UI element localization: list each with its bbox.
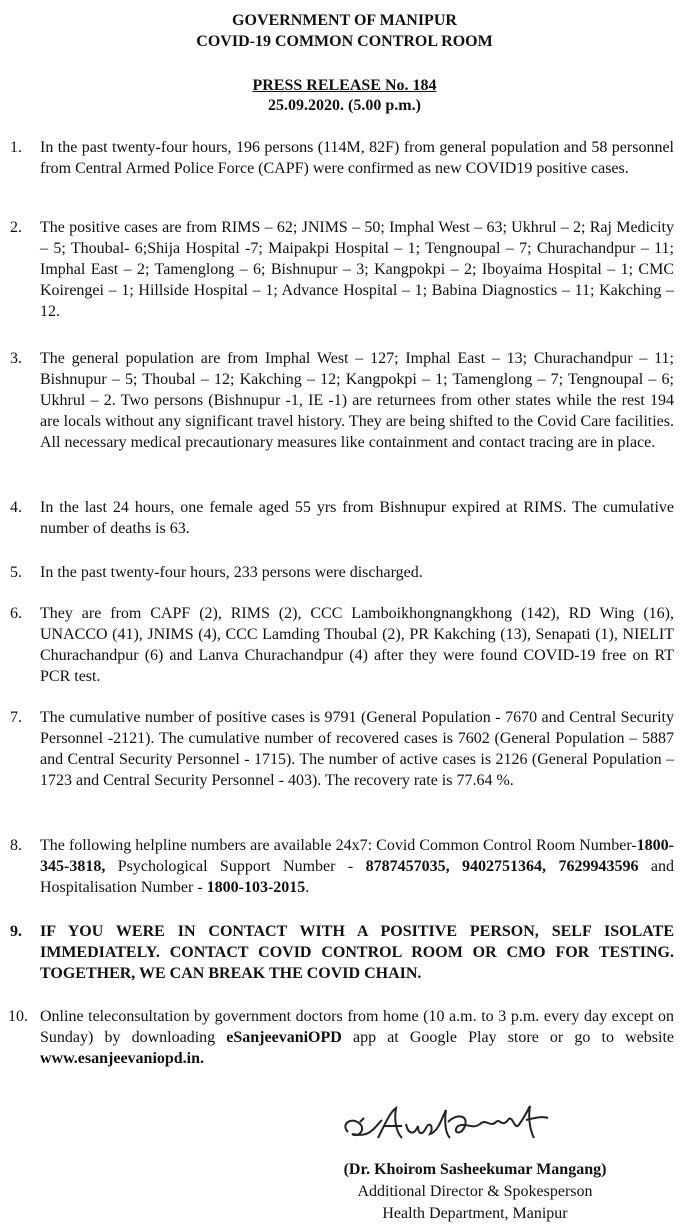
signer-title: Additional Director & Spokesperson <box>357 1183 593 1200</box>
item-number: 4. <box>10 499 22 516</box>
release-date: 25.09.2020. (5.00 p.m.) <box>268 97 421 114</box>
helpline-text: Psychological Support Number - <box>105 858 366 875</box>
item-text: The positive cases are from RIMS – 62; JNIMS – 50; Imphal West – 63; Ukhrul – 2; Raj Medicity – 5; Thoubal- 6;Shija Hospital -7; Maipakpi Hospital – 1; Tengnoupal – 7; Churachandpur – 11; Imphal East – 2; Tamenglong – 6; Bishnupur – 3; Kangpokpi – 2; Iboyaima Hospital – 1; CMC Koirengei – 1; Hillside Hospital – 1; Advance Hospital – 1; Babina Diagnostics – 11; Kakching – 12. <box>40 219 674 320</box>
item-number: 1. <box>10 139 22 156</box>
helpline-text: . <box>305 879 310 896</box>
item-number: 5. <box>10 564 22 581</box>
item-text: IF YOU WERE IN CONTACT WITH A POSITIVE PERSON, SELF ISOLATE IMMEDIATELY. CONTACT COVID CONTROL ROOM OR CMO FOR TESTING. TOGETHER, WE CAN BREAK THE COVID CHAIN. <box>40 923 674 982</box>
item-text: In the past twenty-four hours, 233 persons were discharged. <box>40 564 423 581</box>
item-text: The general population are from Imphal West – 127; Imphal East – 13; Churachandpur – 11; Bishnupur – 5; Thoubal – 12; Kakching – 12; Kangpokpi – 1; Tamenglong – 7; Tengnoupal – 6; Ukhrul – 2. Two persons (Bishnupur -1, IE -1) are returnees from other states while the rest 194 are locals without any significant travel history. They are being shifted to the Covid Care facilities. All necessary medical precautionary measures like containment and contact tracing are in place. <box>40 350 674 451</box>
item-text <box>40 1006 674 1069</box>
website-url: www.esanjeevaniopd.in. <box>40 1050 205 1067</box>
psychological-support-numbers: 8787457035, 9402751364, 7629943596 <box>365 858 639 875</box>
signer-department: Health Department, Manipur <box>382 1205 568 1222</box>
release-heading <box>0 76 689 116</box>
teleconsult-text: app at Google Play store or go to website <box>341 1029 674 1046</box>
teleconsult-text: Online teleconsultation by government doctors from home (10 a.m. to 3 p.m. every day except on Sunday) by downloading <box>40 1008 674 1046</box>
signer-block <box>290 1159 660 1225</box>
signer-name: (Dr. Khoirom Sasheekumar Mangang) <box>343 1161 607 1178</box>
item-number: 8. <box>10 837 22 854</box>
item-text: In the last 24 hours, one female aged 55 yrs from Bishnupur expired at RIMS. The cumulative number of deaths is 63. <box>40 499 674 537</box>
app-name: eSanjeevaniOPD <box>226 1029 342 1046</box>
item-number: 2. <box>10 219 22 236</box>
item-number: 6. <box>10 605 22 622</box>
document-header <box>0 10 689 52</box>
item-text: The cumulative number of positive cases is 9791 (General Population - 7670 and Central Security Personnel -2121). The cumulative number of recovered cases is 7602 (General Population – 5887 and Central Security Personnel - 1715). The number of active cases is 2126 (General Population – 1723 and Central Security Personnel - 403). The recovery rate is 77.64 %. <box>40 709 674 789</box>
item-number: 9. <box>10 923 22 940</box>
header-control-room: COVID-19 COMMON CONTROL ROOM <box>196 33 493 50</box>
helpline-text: The following helpline numbers are available 24x7: Covid Common Control Room Number- <box>40 837 637 854</box>
item-number: 7. <box>10 709 22 726</box>
hospitalisation-number: 1800-103-2015 <box>206 879 306 896</box>
header-government: GOVERNMENT OF MANIPUR <box>232 12 457 29</box>
signature-image <box>330 1098 560 1158</box>
item-text <box>40 835 674 898</box>
helpline-text: and Hospitalisation Number - <box>40 858 674 896</box>
item-number: 10. <box>8 1008 28 1025</box>
item-text: They are from CAPF (2), RIMS (2), CCC Lamboikhongnangkhong (142), RD Wing (16), UNACCO (41), JNIMS (4), CCC Lamding Thoubal (2), PR Kakching (13), Senapati (1), NIELIT Churachandpur (6) and Lanva Churachandpur (4) after they were found COVID-19 free on RT PCR test. <box>40 605 674 685</box>
item-number: 3. <box>10 350 22 367</box>
control-room-number: 1800-345-3818, <box>40 837 674 875</box>
item-text: In the past twenty-four hours, 196 persons (114M, 82F) from general population and 58 personnel from Central Armed Police Force (CAPF) were confirmed as new COVID19 positive cases. <box>40 139 674 177</box>
release-title: PRESS RELEASE No. 184 <box>252 77 437 94</box>
